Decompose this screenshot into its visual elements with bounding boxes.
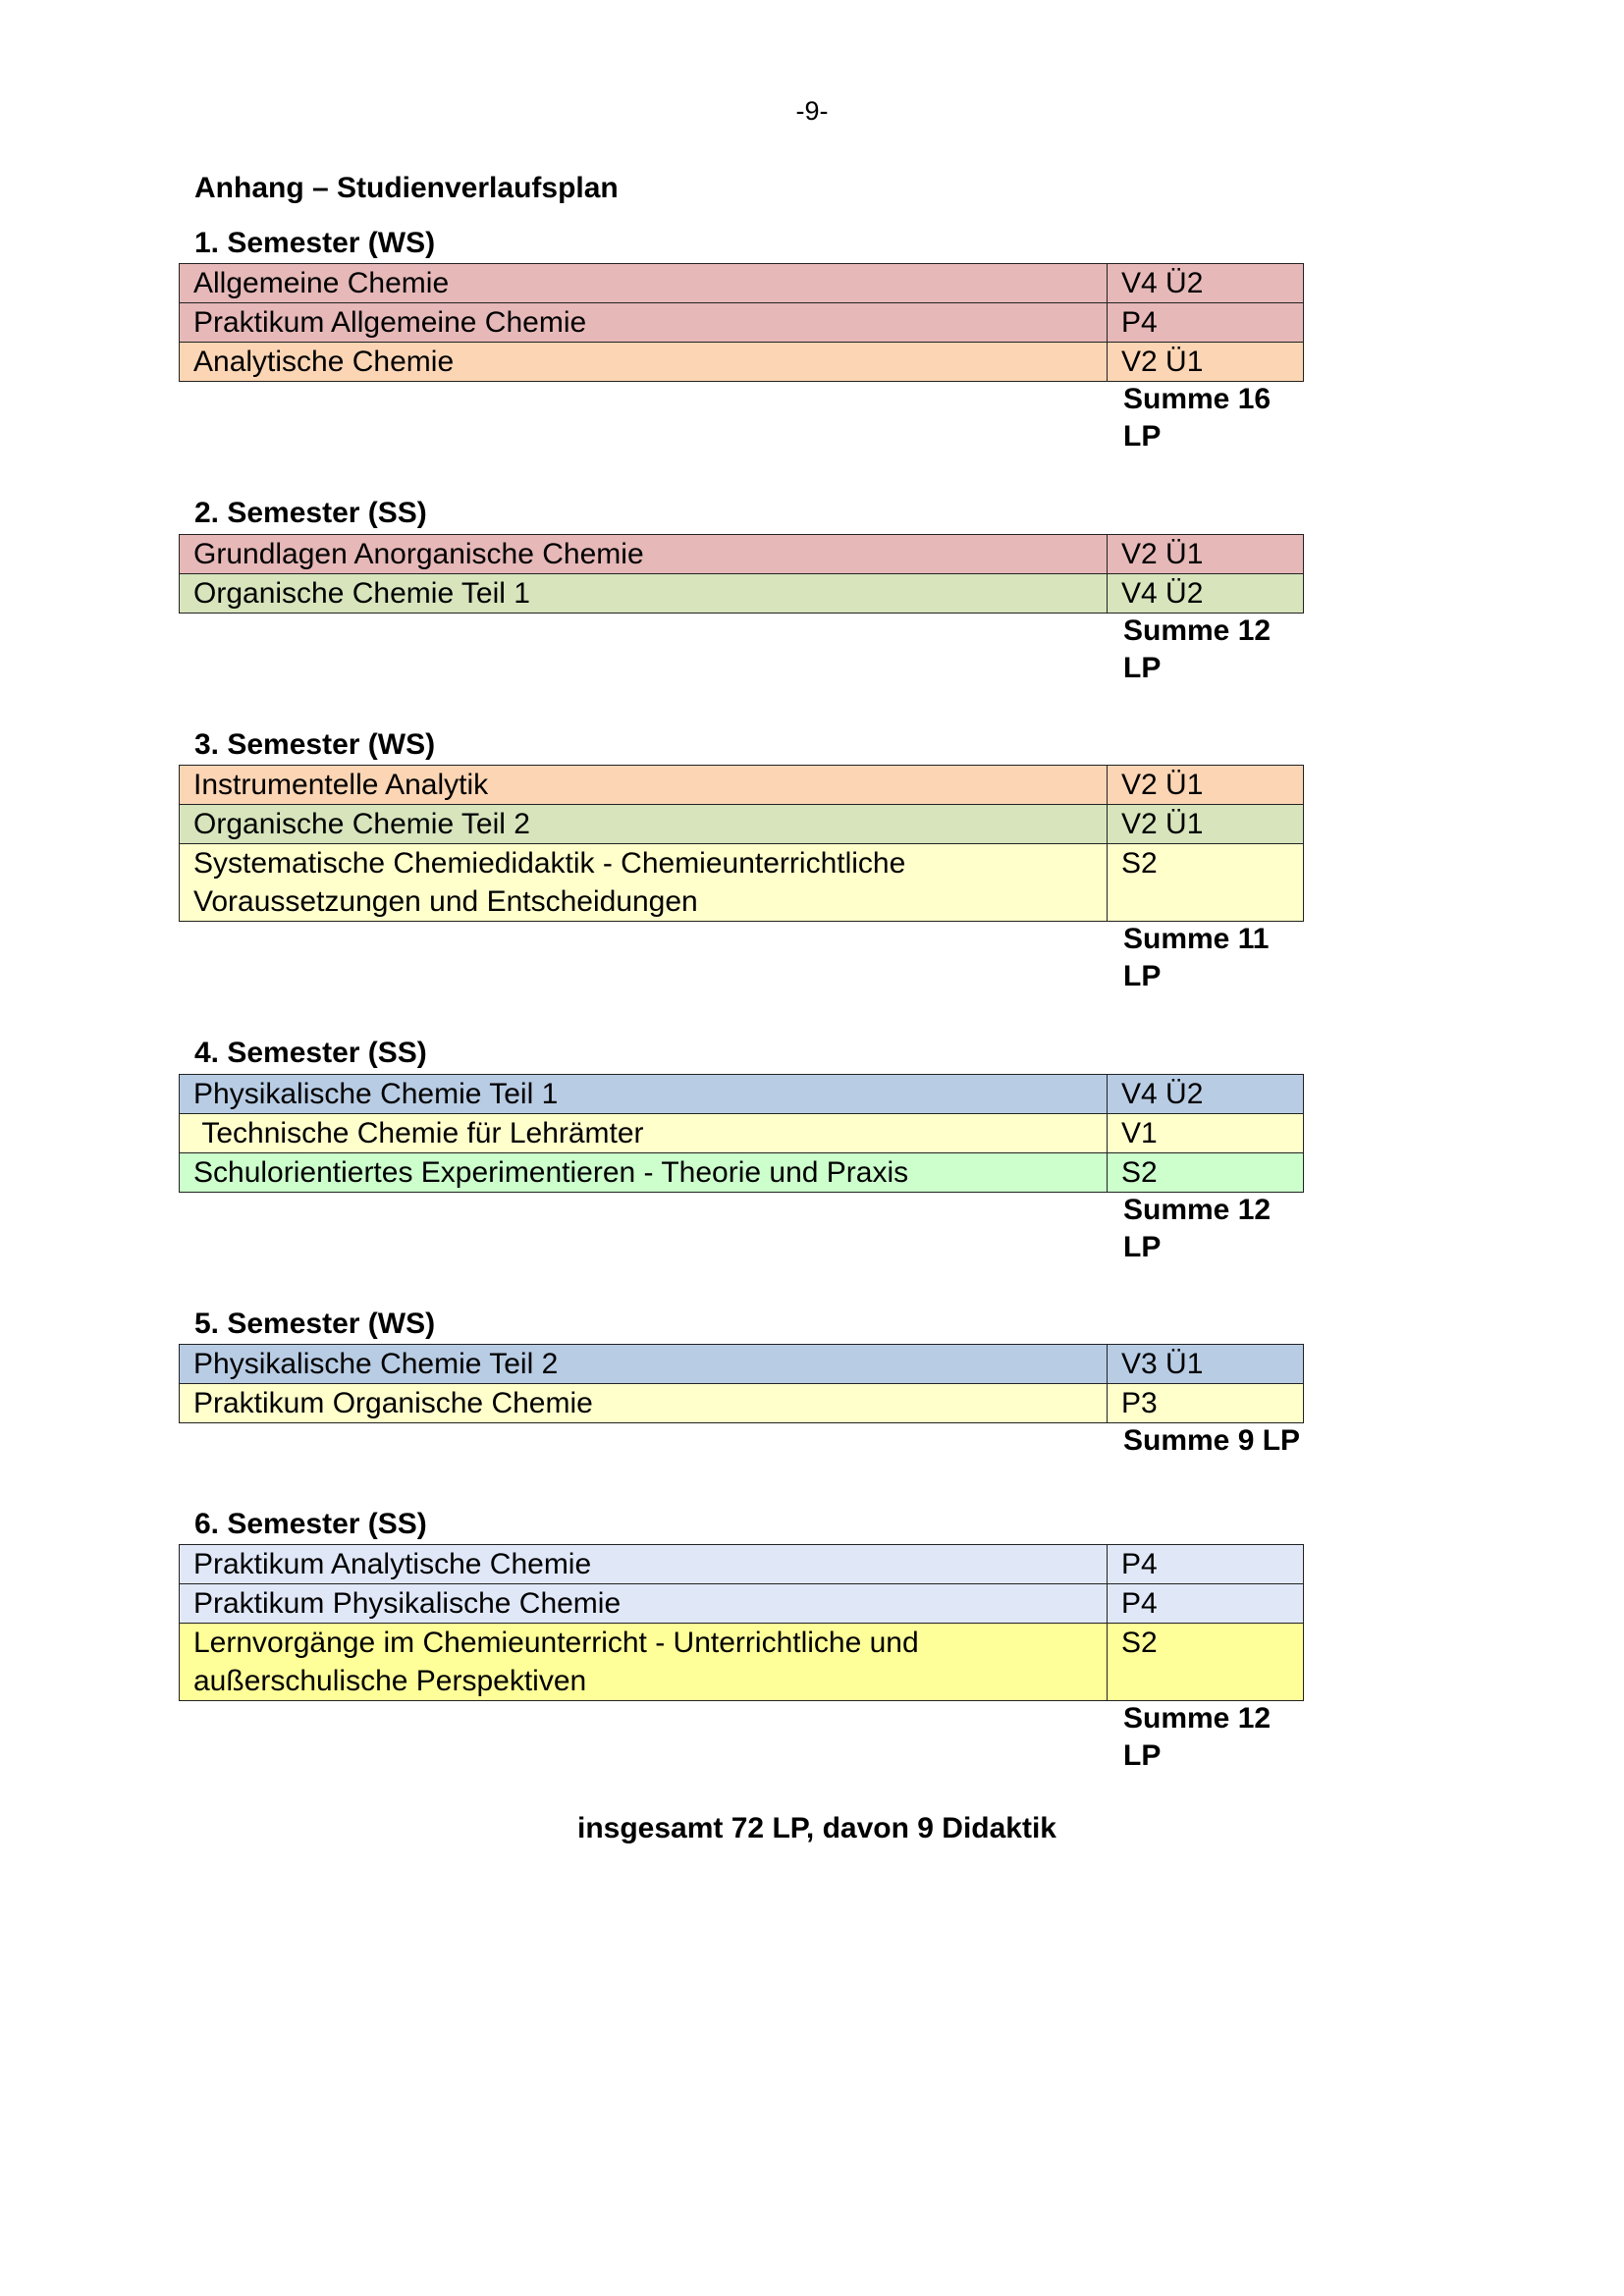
semester-1-sum [1123,381,1320,455]
total-summary: insgesamt 72 LP, davon 9 Didaktik [577,1812,1056,1844]
course-row [180,1584,1304,1624]
course-name: Grundlagen Anorganische Chemie [180,535,1108,574]
course-type: S2 [1108,1153,1304,1193]
sum-line: Summe 11 [1123,923,1270,955]
course-row [180,1075,1304,1114]
course-name: Physikalische Chemie Teil 2 [180,1345,1108,1384]
course-row [180,766,1304,805]
course-type: P4 [1108,303,1304,343]
page-number: -9- [795,96,829,126]
course-type: V4 Ü2 [1108,574,1304,614]
semester-1-title: 1. Semester (WS) [194,227,436,259]
semester-5-title: 5. Semester (WS) [194,1308,436,1340]
semester-5-sum [1123,1422,1320,1460]
sum-line: Summe 12 [1123,1194,1272,1226]
course-name: Analytische Chemie [180,343,1108,382]
course-type: V2 Ü1 [1108,766,1304,805]
course-type: P3 [1108,1384,1304,1423]
course-row [180,1624,1304,1701]
semester-6-title: 6. Semester (SS) [194,1508,427,1540]
course-row [180,805,1304,844]
semester-4-sum [1123,1192,1320,1266]
course-row [180,844,1304,922]
course-row [180,535,1304,574]
sum-unit: LP [1123,960,1162,992]
course-row [180,574,1304,614]
course-type: V1 [1108,1114,1304,1153]
course-row [180,343,1304,382]
semester-4-title: 4. Semester (SS) [194,1037,427,1069]
course-type: V2 Ü1 [1108,805,1304,844]
course-row [180,264,1304,303]
course-type: V3 Ü1 [1108,1345,1304,1384]
semester-3-table [179,765,1304,922]
course-name: Lernvorgänge im Chemieunterricht - Unterrichtliche und außerschulische Perspektiven [180,1624,1108,1701]
course-type: V4 Ü2 [1108,1075,1304,1114]
course-name: Allgemeine Chemie [180,264,1108,303]
course-row [180,1153,1304,1193]
course-type: V4 Ü2 [1108,264,1304,303]
course-row [180,303,1304,343]
sum-unit: LP [1123,1739,1162,1772]
course-row [180,1545,1304,1584]
course-name: Organische Chemie Teil 1 [180,574,1108,614]
semester-5-table [179,1344,1304,1423]
course-row [180,1345,1304,1384]
semester-1-table [179,263,1304,382]
sum-unit: LP [1123,1231,1162,1263]
sum-line: Summe 12 [1123,614,1272,647]
sum-unit: LP [1123,420,1162,453]
semester-6-table [179,1544,1304,1701]
semester-3-title: 3. Semester (WS) [194,728,436,761]
course-name: Praktikum Physikalische Chemie [180,1584,1108,1624]
course-name: Systematische Chemiedidaktik - Chemieunterrichtliche Voraussetzungen und Entscheidungen [180,844,1108,922]
course-type: V2 Ü1 [1108,343,1304,382]
page-heading: Anhang – Studienverlaufsplan [194,172,619,204]
course-type: P4 [1108,1545,1304,1584]
sum-line: Summe 12 [1123,1702,1272,1735]
semester-2-title: 2. Semester (SS) [194,497,427,529]
course-name: Instrumentelle Analytik [180,766,1108,805]
course-type: V2 Ü1 [1108,535,1304,574]
course-name: Praktikum Allgemeine Chemie [180,303,1108,343]
course-row [180,1384,1304,1423]
semester-2-table [179,534,1304,614]
semester-4-table [179,1074,1304,1193]
semester-3-sum [1123,921,1320,995]
course-type: P4 [1108,1584,1304,1624]
course-name: Organische Chemie Teil 2 [180,805,1108,844]
sum-unit: LP [1123,652,1162,684]
course-type: S2 [1108,1624,1304,1701]
course-name: Praktikum Analytische Chemie [180,1545,1108,1584]
course-name: Technische Chemie für Lehrämter [180,1114,1108,1153]
course-name: Physikalische Chemie Teil 1 [180,1075,1108,1114]
sum-line: Summe 9 LP [1123,1424,1301,1457]
course-name: Praktikum Organische Chemie [180,1384,1108,1423]
semester-6-sum [1123,1700,1320,1775]
course-type: S2 [1108,844,1304,922]
sum-line: Summe 16 [1123,383,1272,415]
semester-2-sum [1123,613,1320,687]
course-row [180,1114,1304,1153]
course-name: Schulorientiertes Experimentieren - Theorie und Praxis [180,1153,1108,1193]
